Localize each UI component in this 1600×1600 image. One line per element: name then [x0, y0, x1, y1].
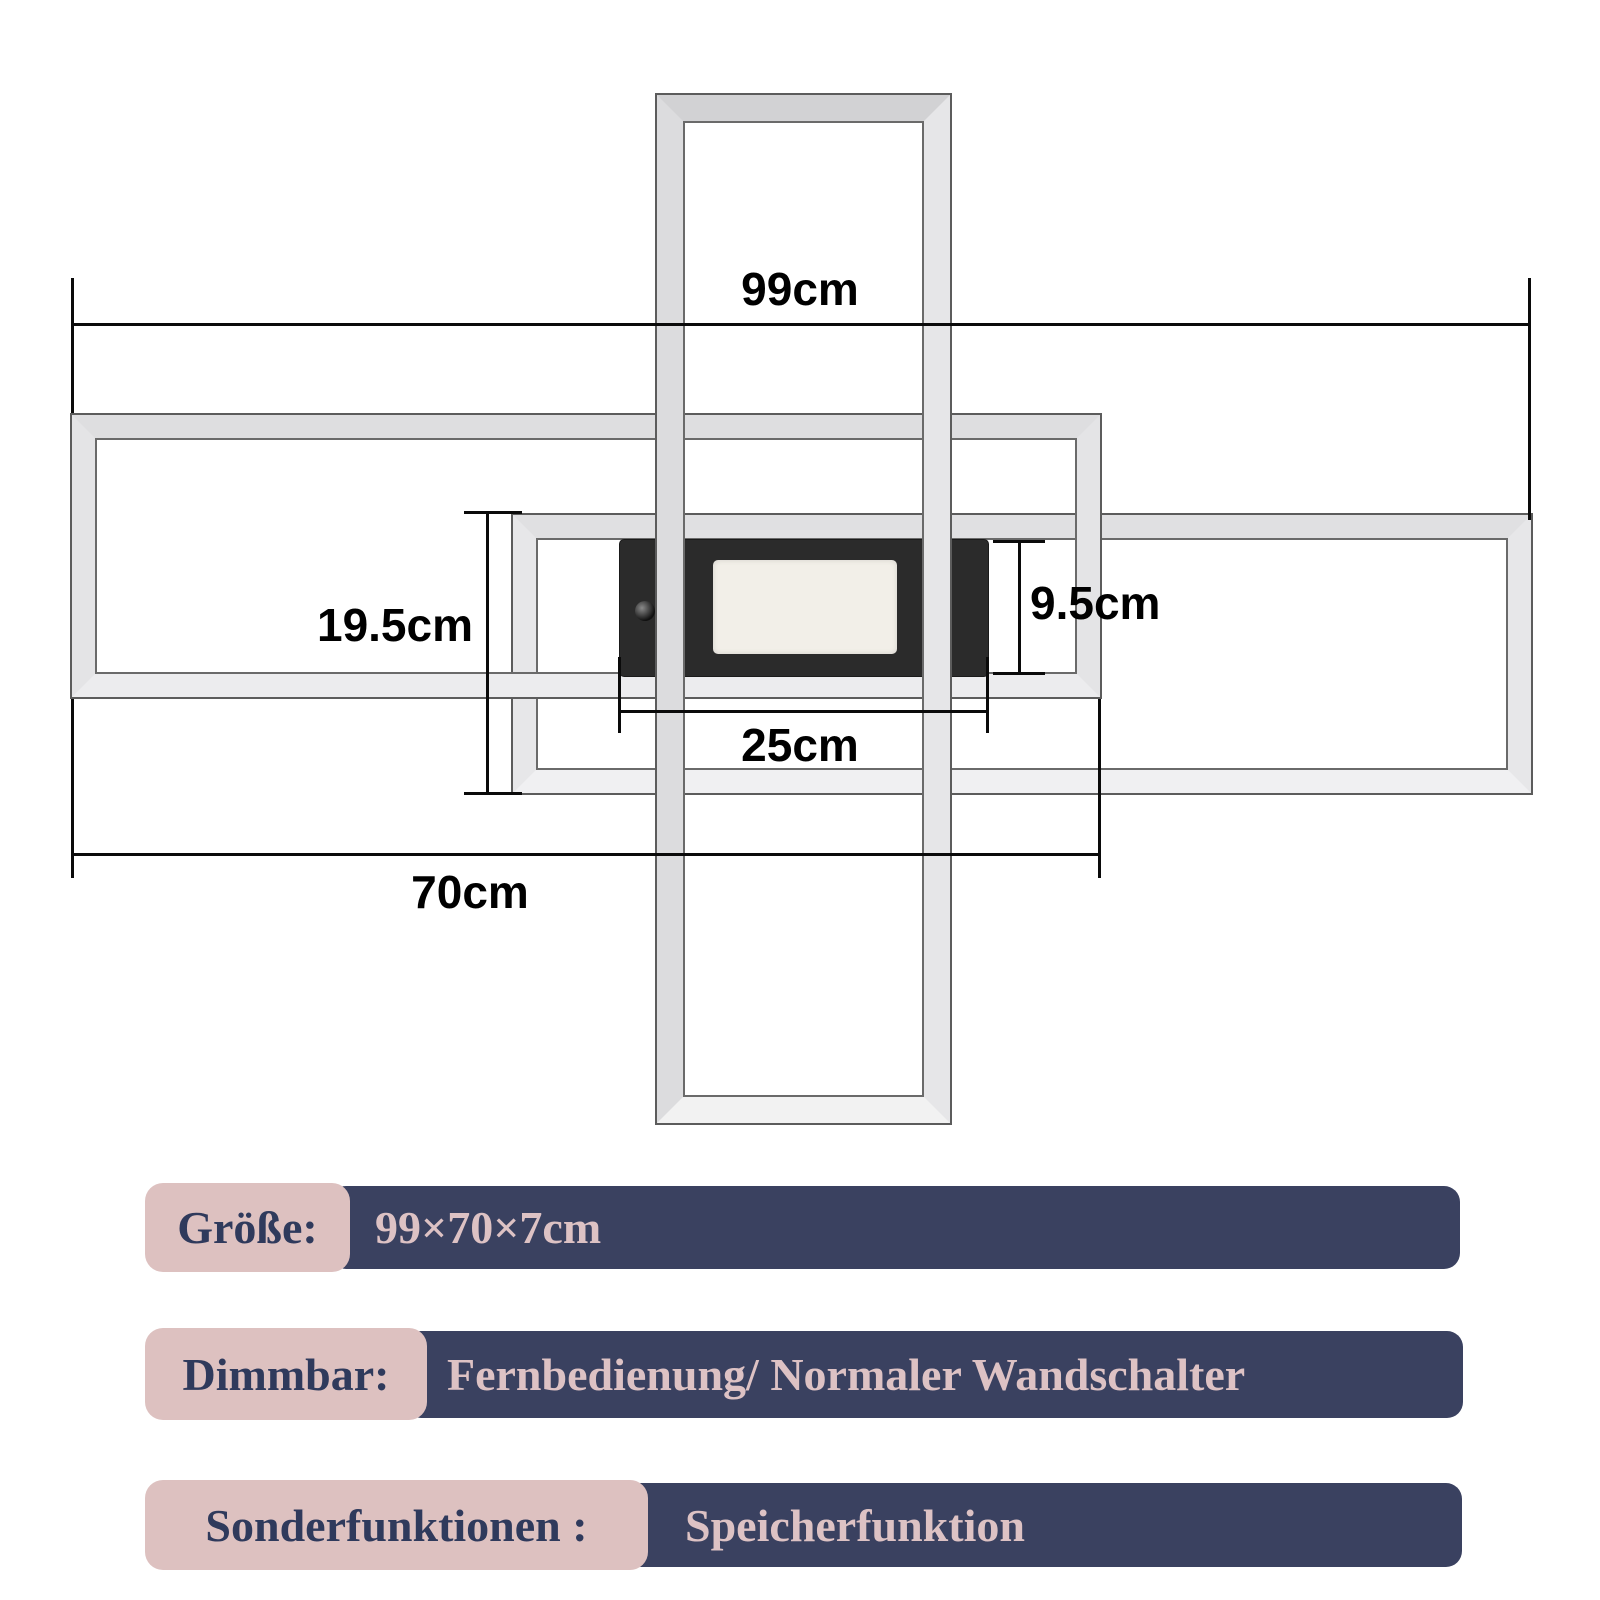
- dimension-label-overall-width: 99cm: [741, 263, 859, 315]
- spec-label-box-special-functions: [145, 1480, 648, 1570]
- spec-bar-special-functions: [625, 1483, 1462, 1567]
- tick-9-5-bottom: [993, 672, 1045, 675]
- dimension-line-25: [619, 710, 989, 713]
- spec-label-dimmable: Dimmbar:: [182, 1348, 390, 1400]
- tick-19-5-top: [464, 511, 522, 514]
- dimension-label-frame-height: 19.5cm: [316, 599, 473, 651]
- extension-line-right: [1528, 278, 1531, 520]
- dimension-label-frame-width: 70cm: [411, 866, 529, 918]
- dimension-line-70: [71, 853, 1101, 856]
- dimension-line-9-5: [1018, 542, 1021, 675]
- dimension-line-19-5: [486, 513, 489, 795]
- spec-label-size: Größe:: [177, 1202, 318, 1253]
- spec-bar-size: [330, 1186, 1460, 1269]
- dimension-label-driver-height: 9.5cm: [1030, 577, 1161, 629]
- tick-25-left: [618, 657, 621, 733]
- spec-label-box-dimmable: [145, 1328, 427, 1420]
- extension-line-70-right: [1098, 699, 1101, 878]
- spec-bar-dimmable: [405, 1331, 1463, 1418]
- spec-value-dimmable: Fernbedienung/ Normaler Wandschalter: [447, 1349, 1246, 1400]
- spec-value-size: 99×70×7cm: [375, 1202, 602, 1253]
- spec-label-special-functions: Sonderfunktionen :: [205, 1499, 588, 1551]
- spec-value-special-functions: Speicherfunktion: [685, 1499, 1025, 1551]
- frame-vertical: [657, 95, 950, 1123]
- tick-9-5-top: [993, 540, 1045, 543]
- tick-19-5-bottom: [464, 792, 522, 795]
- spec-label-box-size: [145, 1183, 350, 1272]
- power-knob: [635, 601, 655, 621]
- dimension-line-99: [71, 323, 1531, 326]
- tick-25-right: [986, 657, 989, 733]
- dimension-label-driver-width: 25cm: [741, 719, 859, 771]
